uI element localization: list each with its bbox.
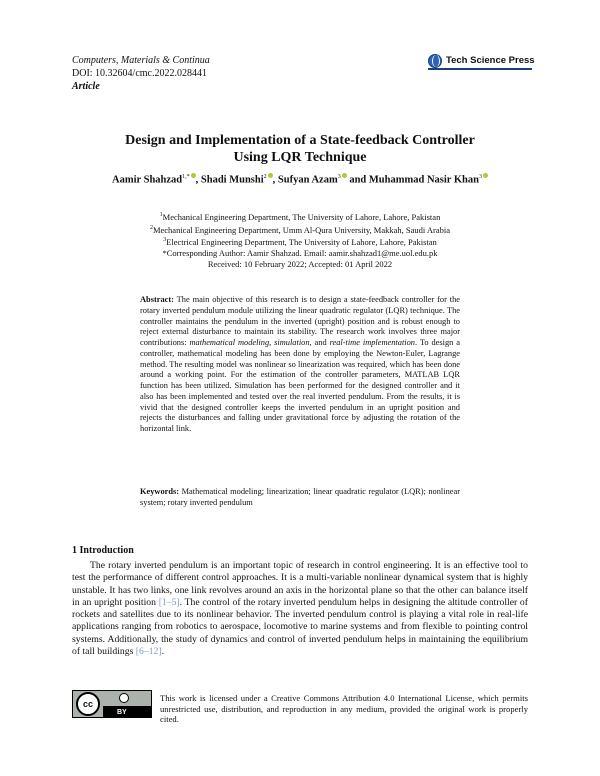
orcid-icon[interactable] <box>342 173 347 178</box>
person-icon <box>119 693 129 703</box>
by-strip <box>103 706 151 717</box>
body-paragraph: The rotary inverted pendulum is an important topic of research in control engineering. It is an effective tool to test the performance of different control approaches. It is a multi-variable nonlinear dynamical system that is highly unstable. It has two links, one link revolves around an axis in the horizontal plane so that the other can balance itself in an upright position [1–5]. The control of the rotary inverted pendulum helps in designing the altitude controller of rockets and satellites due to its nonlinear behavior. The inverted pendulum control is playing a vital role in real-life applications ranging from robotics to aerospace, locomotive to marine systems and from flexible to pointing control systems. Additionally, the study of dynamics and control of inverted pendulum helps in maintaining the equilibrium of tall buildings [6–12]. <box>72 560 528 658</box>
orcid-icon[interactable] <box>483 173 488 178</box>
cc-by-license-icon[interactable] <box>72 690 152 718</box>
title-line-1: Design and Implementation of a State-feedback Controller <box>125 133 475 148</box>
publisher-underline <box>428 68 532 70</box>
license-text: This work is licensed under a Creative Commons Attribution 4.0 International License, which permits unrestricted use, distribution, and reproduction in any medium, provided the original work is properly cited. <box>160 693 528 725</box>
keywords-label: Keywords: <box>140 487 180 496</box>
affiliation-line: $^2$Mechanical Engineering Department, Umm Al-Qura University, Makkah, Saudi Arabia <box>149 224 451 235</box>
author-name: Sufyan Azam <box>277 174 338 186</box>
author-sup: 2 <box>263 174 267 180</box>
affiliations <box>60 210 540 269</box>
affiliation-line: $^3$Electrical Engineering Department, The University of Lahore, Lahore, Pakistan <box>163 237 437 248</box>
abstract-label: Abstract: <box>140 295 174 304</box>
author-sup: 1,* <box>182 174 190 180</box>
publisher-name: Tech Science Press <box>446 55 535 66</box>
corresponding-author: *Corresponding Author: Aamir Shahzad. Email: aamir.shahzad1@me.uol.edu.pk <box>162 247 438 258</box>
publisher-logo <box>428 52 535 70</box>
received-dates: Received: 10 February 2022; Accepted: 01 April 2022 <box>207 258 393 269</box>
paper-title <box>60 132 540 166</box>
journal-name: Computers, Materials & Continua <box>72 55 210 66</box>
abstract: Abstract: The main objective of this research is to design a state-feedback controller for the rotary inverted pendulum module utilizing the linear quadratic regulator (LQR) technique. The controller maintains the pendulum in the inverted (upright) position and is robust enough to reject external disturbance to maintain its stability. The research work involves three major contributions: mathematical modeling, simulation, and real-time implementation. To design a controller, mathematical modeling has been done by employing the Newton-Euler, Lagrange method. The resulting model was nonlinear so linearization was required, which has been done around a working point. For the estimation of the controller parameters, MATLAB LQR function has been utilized. Simulation has been performed for the designed controller and it also has been implemented and tested over the real inverted pendulum. From the results, it is vivid that the designed controller keeps the inverted pendulum in an upright position and rejects the disturbances and falling under gravitational force by adjusting the rotation of the horizontal link. <box>140 295 460 433</box>
by-label: BY <box>117 709 127 716</box>
keywords: Keywords: Mathematical modeling; linearization; linear quadratic regulator (LQR); nonlinear system; rotary inverted pendulum <box>140 487 460 507</box>
section-heading: 1 Introduction <box>72 545 134 556</box>
orcid-icon[interactable] <box>268 173 273 178</box>
doi-link[interactable]: DOI: 10.32604/cmc.2022.028441 <box>72 68 207 79</box>
author-name: Muhammad Nasir Khan <box>368 174 479 186</box>
title-line-2: Using LQR Technique <box>233 150 367 165</box>
author-name: Shadi Munshi <box>200 174 264 186</box>
citation-link[interactable]: [1–5] <box>158 596 180 608</box>
author-sup: 3 <box>337 174 341 180</box>
author-sup: 3 <box>478 174 482 180</box>
citation-link[interactable]: [6–12] <box>135 646 162 658</box>
globe-icon <box>428 54 442 68</box>
article-type: Article <box>72 81 100 92</box>
orcid-icon[interactable] <box>191 173 196 178</box>
affiliation-line: $^1$Mechanical Engineering Department, The University of Lahore, Lahore, Pakistan <box>159 211 441 222</box>
author-list: Aamir Shahzad$^{1,*}$ , Shadi Munshi$^2$ , Sufyan Azam$^3$ and Muhammad Nasir Khan$^3$ <box>60 173 540 186</box>
cc-icon: cc <box>76 692 100 716</box>
author-name: Aamir Shahzad <box>112 174 183 186</box>
